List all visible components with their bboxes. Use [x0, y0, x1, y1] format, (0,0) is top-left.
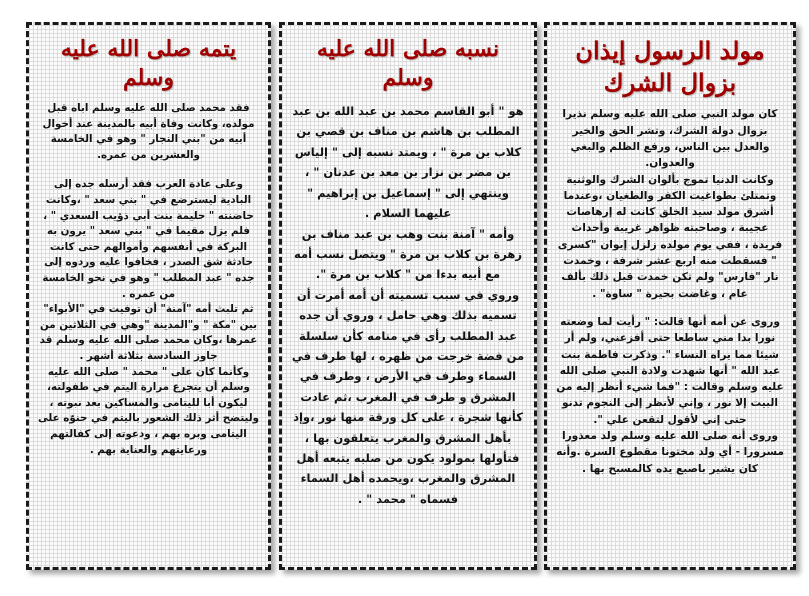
title-line: يتمه صلى الله عليه [60, 36, 237, 62]
column-nasab [279, 22, 537, 570]
title-line: وسلم [123, 65, 174, 92]
column-title [556, 35, 784, 98]
column-mawlid [544, 22, 796, 570]
paragraph: وروي في سبب تسميته أن أمه أمرت أن تسميه بذلك وهي حامل ، وروي أن جده عبد المطلب رأى في منامه كأن سلسلة من فضة خرجت من ظهره ، لها طرف في السماء وطرف في الأرض ، وطرف في المشرق و طرف في المغرب ،ثم عادت كأنها شجرة ، على كل ورقة منها نور ،وإذ بأهل المشرق والمغرب يتعلقون بها ، فتأولها بمولود يكون من صلبه يتبعه أهل المشرق والمغرب ،ويحمده أهل السماء فسماه " محمد " . [291, 287, 525, 506]
paragraph-gap [556, 302, 784, 314]
column-title [291, 35, 525, 93]
title-line: بزوال الشرك [603, 67, 737, 97]
paragraph: فقد محمد صلى الله عليه وسلم اباه قبل مولده، وكانت وفاة أبيه بالمدينة عند أخوال أبيه من "بني النجار " وهو في الخامسة والعشرين من عمره. [42, 102, 255, 161]
paragraph: كان مولد النبي صلى الله عليه وسلم نذيرا بزوال دولة الشرك، وتشر الحق والخير والعدل بين الناس، ورفع الظلم والبغي والعدوان. [562, 108, 778, 170]
paragraph: ثم تلبث أمه "آمنة" أن توفيت في "الأبواء" بين "مكة " و"المدينة "وهي في الثلاثين من عمرها ،وكان محمد صلى الله عليه وسلم قد جاوز السادسة بثلاثة أشهر . [39, 303, 258, 362]
title-line: وسلم [382, 65, 434, 92]
column-yutm [26, 22, 271, 570]
title-line: مولد الرسول إيذان [575, 36, 765, 65]
paragraph: وروى أنه صلى الله عليه وسلم ولد معذورا مسرورا - أي ولد مختونا مقطوع السرة .وأنه كان يشير باصبع يده كالمسبح بها . [556, 429, 784, 475]
paragraph: وروى عن أمه أنها قالت: " رأيت لما وضعته نورا بدا مني ساطعا حتى أفزعني، ولم أر شيئا مما يراه النساء ". وذكرت فاطمة بنت عبد الله " أنها شهدت ولادة النبي صلى الله عليه وسلم وقالت : "فما شيء أنظر إليه من البيت إلا نور ، وإني لأنظر إلى النجوم تدنو حتى إني لأقول لتقعن علي ". [556, 315, 784, 426]
paragraph: وأمه " آمنة بنت وهب بن عبد مناف بن زهرة بن كلاب بن مرة " ويتصل نسب أمه مع أبيه بدءا من " كلاب بن مرة ". [294, 226, 522, 282]
paragraph: وكانت الدنيا تموج بألوان الشرك والوثنية وتمتلئ بطواغيت الكفر والطغيان ،وعندما أشرق مولد سيد الخلق كانت له إرهاصات عجيبة ، وصاحبته ظواهر غريبة وأحداث فريدة ، ففي يوم مولده زلزل إيوان "كسرى " فسقطت منه اربع عشر شرفة ، وخمدت نار "فارس" ولم تكن خمدت قبل ذلك بألف عام ، وغاضت بحيرة " ساوة" . [557, 173, 783, 300]
paragraph: هو " أبو القاسم محمد بن عبد الله بن عبد المطلب بن هاشم بن مناف بن قصي بن كلاب بن مرة " ، ويمتد نسبه إلى " إلياس بن مضر بن نزار بن معد بن عدنان " ، وينتهي إلى " إسماعيل بن إبراهيم " عليهما السلام . [292, 104, 524, 221]
paragraph: وكأنما كان على " محمد " صلى الله عليه وسلم أن يتجرع مرارة اليتم في طفولته، ليكون أبا لليتامى والمساكين بعد نبوته ، وليتضح أثر ذلك الشعور باليتم في حنوّه على اليتامى وبره بهم ، ودعوته إلى كفالتهم ورعايتهم والعناية بهم . [38, 365, 259, 456]
paragraph: وعلى عادة العرب فقد أرسله جده إلى البادية ليسترضع في " بني سعد " ،وكانت حاضنته " حليمة بنت أبي ذؤيب السعدي " ، فلم يزل مقيما في " بني سعد " يرون به البركة في أنفسهم وأموالهم حتى كانت حادثة شق الصدر ، فخافوا عليه وردوه إلى جده " عبد المطلب " وهو في نحو الخامسة من عمره . [42, 178, 255, 300]
title-line: نسبه صلى الله عليه [316, 36, 500, 62]
column-title [38, 35, 259, 93]
paragraph-gap [38, 163, 259, 177]
